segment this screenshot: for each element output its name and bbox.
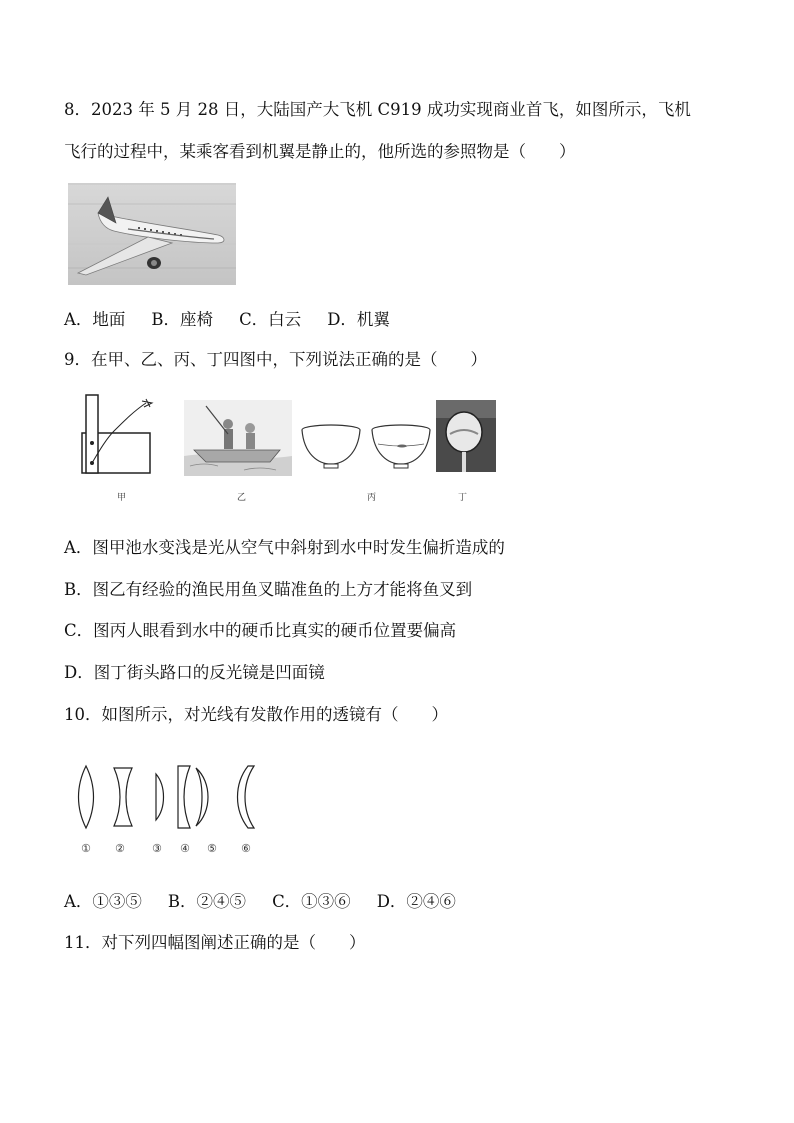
caption-yi: 乙 — [237, 493, 247, 503]
lens-1-biconvex — [79, 766, 94, 828]
airplane-photo — [68, 183, 236, 285]
figure-bing-bowls — [300, 424, 432, 474]
q8-option-d[interactable]: D．机翼 — [327, 310, 390, 329]
q9-option-c[interactable]: C．图丙人眼看到水中的硬币比真实的硬币位置要偏高 — [64, 621, 457, 640]
q8-option-b[interactable]: B．座椅 — [151, 310, 214, 329]
q10-option-b[interactable]: B．②④⑤ — [167, 892, 247, 911]
q8-stem-line2: 飞行的过程中，某乘客看到机翼是静止的，他所选的参照物是（ ） — [64, 142, 576, 161]
figure-ding-mirror — [436, 400, 496, 472]
lens-label-2: ② — [115, 842, 125, 855]
caption-jia: 甲 — [117, 493, 127, 503]
lens-label-3: ③ — [152, 842, 162, 855]
caption-bing: 丙 — [367, 493, 377, 503]
q10-option-c[interactable]: C．①③⑥ — [272, 892, 351, 911]
q8-option-c[interactable]: C．白云 — [239, 310, 302, 329]
lens-label-1: ① — [81, 842, 91, 855]
q11-stem: 11．对下列四幅图阐述正确的是（ ） — [64, 933, 366, 952]
q9-option-a[interactable]: A．图甲池水变浅是光从空气中斜射到水中时发生偏折造成的 — [64, 538, 505, 557]
q10-stem: 10．如图所示，对光线有发散作用的透镜有（ ） — [64, 705, 448, 724]
q10-options — [64, 888, 456, 912]
lens-label-5: ⑤ — [207, 842, 217, 855]
lens-diagram — [72, 762, 262, 832]
lens-6-meniscus — [238, 766, 255, 828]
q9-stem: 9．在甲、乙、丙、丁四图中，下列说法正确的是（ ） — [64, 350, 487, 369]
q10-option-d[interactable]: D．②④⑥ — [376, 892, 456, 911]
lens-2-biconcave — [114, 768, 132, 826]
q8-option-a[interactable]: A．地面 — [64, 310, 126, 329]
lens-3-planoconvex — [156, 774, 164, 820]
figure-jia-pool — [78, 393, 158, 477]
caption-ding: 丁 — [458, 493, 468, 503]
lens-label-4: ④ — [180, 842, 190, 855]
lens-label-6: ⑥ — [241, 842, 251, 855]
lens-5-meniscus — [196, 768, 208, 826]
lens-4-planoconcave — [178, 766, 190, 828]
q10-option-a[interactable]: A．①③⑤ — [64, 892, 142, 911]
q8-options — [64, 306, 390, 330]
q9-option-b[interactable]: B．图乙有经验的渔民用鱼叉瞄准鱼的上方才能将鱼叉到 — [64, 580, 473, 599]
q8-stem-line1: 8．2023 年 5 月 28 日，大陆国产大飞机 C919 成功实现商业首飞，如图所示，飞机 — [64, 100, 691, 119]
figure-yi-fisherman — [184, 400, 292, 476]
q9-option-d[interactable]: D．图丁街头路口的反光镜是凹面镜 — [64, 663, 325, 682]
